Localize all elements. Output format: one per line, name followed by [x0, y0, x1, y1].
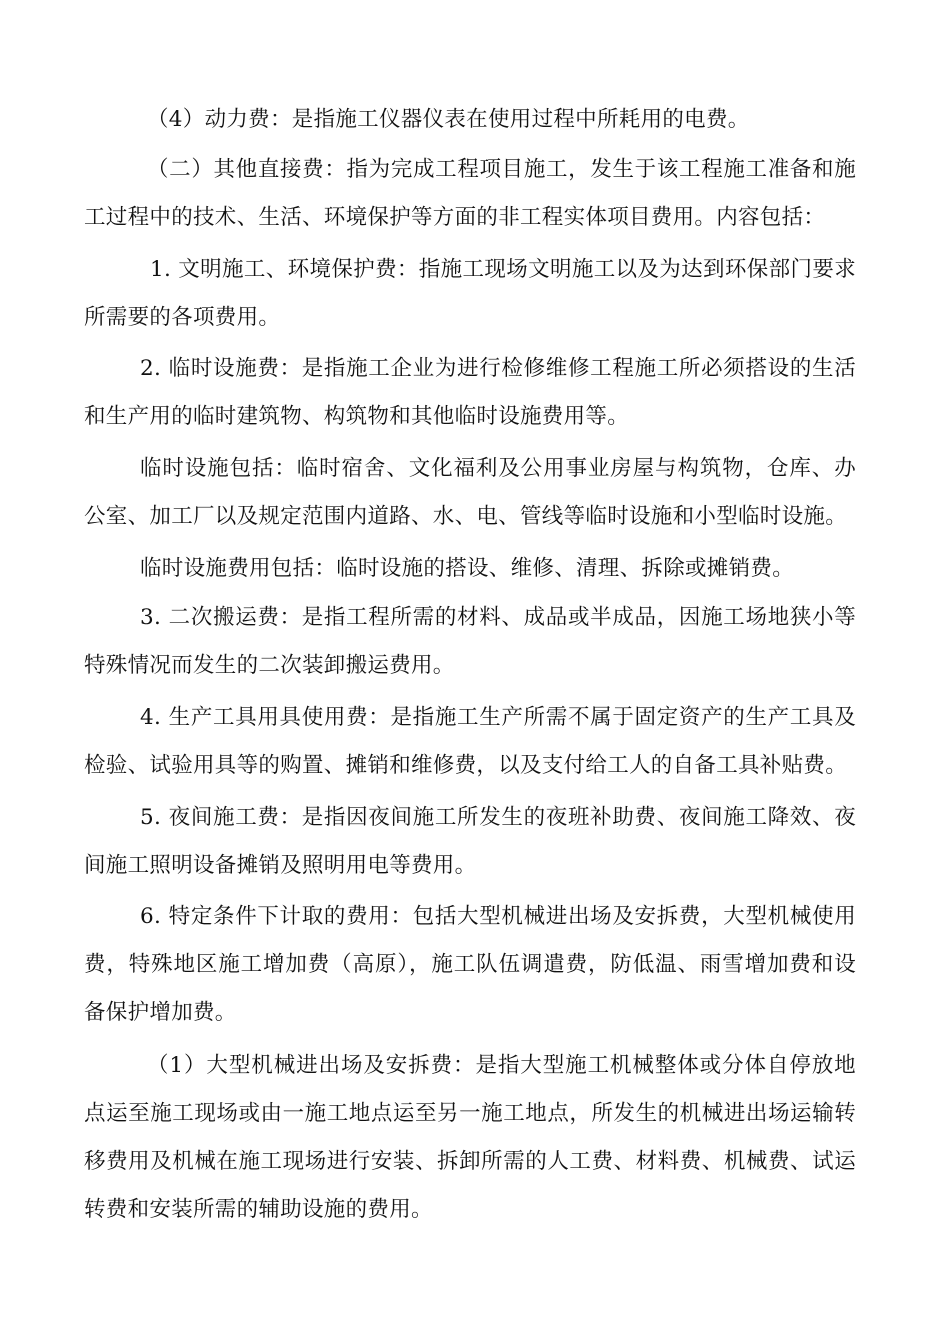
- paragraph-temporary-facilities-include: 临时设施包括：临时宿舍、文化福利及公用事业房屋与构筑物，仓库、办公室、加工厂以及规定范围内道路、水、电、管线等临时设施和小型临时设施。: [84, 456, 856, 529]
- paragraph-large-machinery-fee: （1）大型机械进出场及安拆费：是指大型施工机械整体或分体自停放地点运至施工现场或由一施工地点运至另一施工地点，所发生的机械进出场运输转移费用及机械在施工现场进行安装、拆卸所需的人工费、材料费、机械费、试运转费和安装所需的辅助设施的费用。: [84, 1053, 856, 1222]
- paragraph-tools-usage-fee: 4. 生产工具用具使用费：是指施工生产所需不属于固定资产的生产工具及检验、试验用具等的购置、摊销和维修费，以及支付给工人的自备工具补贴费。: [84, 705, 856, 778]
- paragraph-other-direct-fees: （二）其他直接费：指为完成工程项目施工，发生于该工程施工准备和施工过程中的技术、生活、环境保护等方面的非工程实体项目费用。内容包括：: [84, 157, 856, 230]
- paragraph-power-fee: （4）动力费：是指施工仪器仪表在使用过程中所耗用的电费。: [147, 107, 750, 132]
- paragraph-night-construction-fee: 5. 夜间施工费：是指因夜间施工所发生的夜班补助费、夜间施工降效、夜间施工照明设备摊销及照明用电等费用。: [84, 805, 856, 878]
- paragraph-secondary-handling-fee: 3. 二次搬运费：是指工程所需的材料、成品或半成品，因施工场地狭小等特殊情况而发生的二次装卸搬运费用。: [84, 605, 856, 678]
- paragraph-special-conditions-fee: 6. 特定条件下计取的费用：包括大型机械进出场及安拆费，大型机械使用费，特殊地区施工增加费（高原），施工队伍调遣费，防低温、雨雪增加费和设备保护增加费。: [84, 904, 856, 1025]
- paragraph-civilized-construction-fee: 1. 文明施工、环境保护费：指施工现场文明施工以及为达到环保部门要求所需要的各项费用。: [84, 257, 856, 330]
- paragraph-temporary-facilities-cost-include: 临时设施费用包括：临时设施的搭设、维修、清理、拆除或摊销费。: [140, 556, 795, 581]
- paragraph-temporary-facilities-fee: 2. 临时设施费：是指施工企业为进行检修维修工程施工所必须搭设的生活和生产用的临时建筑物、构筑物和其他临时设施费用等。: [84, 356, 856, 429]
